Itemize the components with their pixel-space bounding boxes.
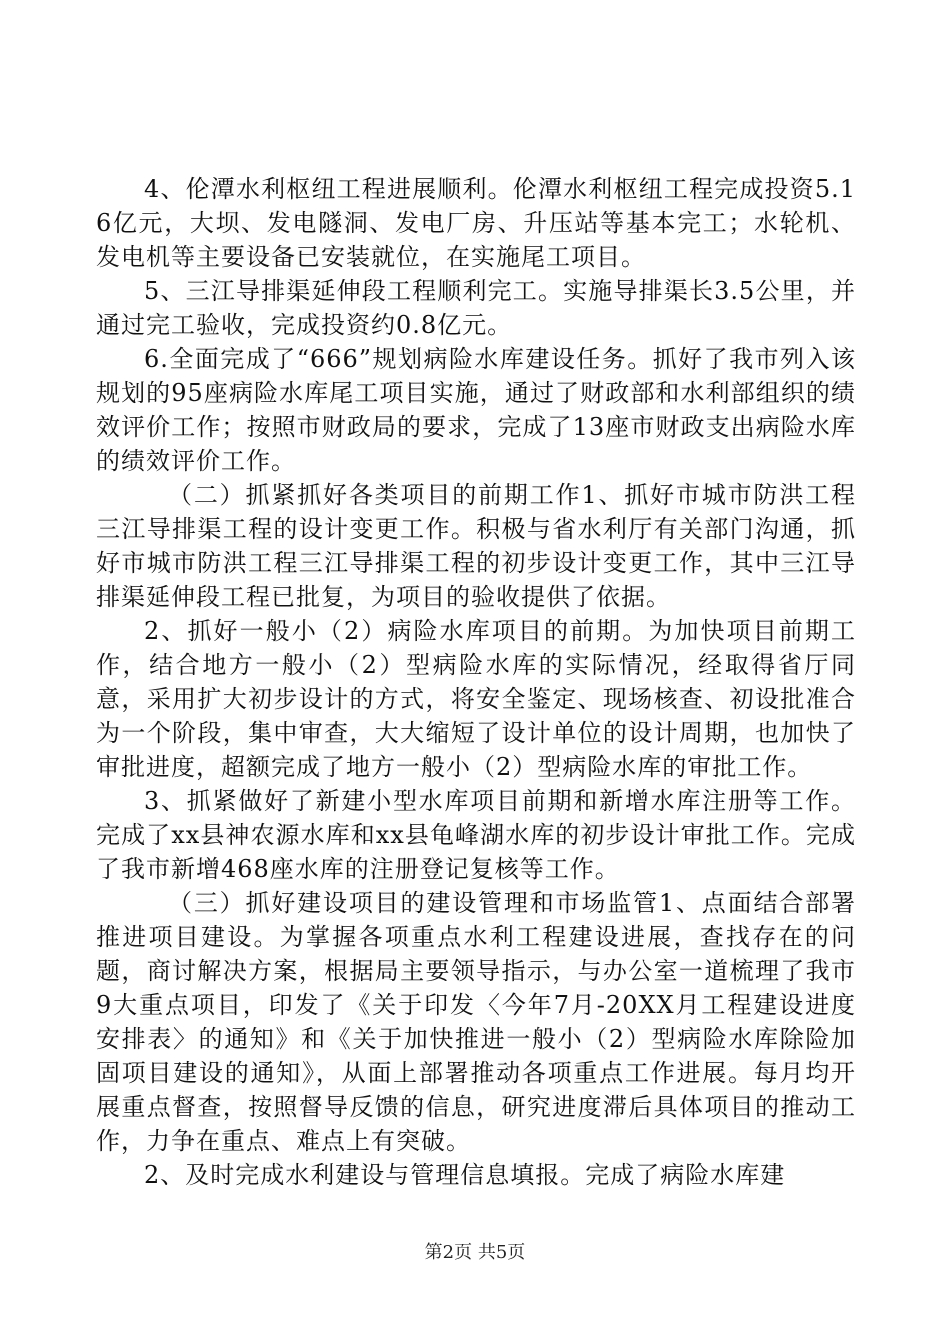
paragraph-small-reservoir-preliminary: 2、抓好一般小（2）病险水库项目的前期。为加快项目前期工作，结合地方一般小（2）型病险水库的实际情况，经取得省厅同意，采用扩大初步设计的方式，将安全鉴定、现场核查、初设批准合为一个阶段，集中审查，大大缩短了设计单位的设计周期，也加快了审批进度，超额完成了地方一般小（2）型病险水库的审批工作。 xyxy=(96,617,856,781)
paragraph-lun-tan-project: 4、伦潭水利枢纽工程进展顺利。伦潭水利枢纽工程完成投资5.16亿元，大坝、发电隧洞、发电厂房、升压站等基本完工；水轮机、发电机等主要设备已安装就位，在实施尾工项目。 xyxy=(96,175,856,271)
paragraph-new-reservoir-registration: 3、抓紧做好了新建小型水库项目前期和新增水库注册等工作。完成了xx县神农源水库和xx县龟峰湖水库的初步设计审批工作。完成了我市新增468座水库的注册登记复核等工作。 xyxy=(96,787,856,883)
document-body xyxy=(96,172,856,1192)
paragraph-section-two-preliminary-work: （二）抓紧抓好各类项目的前期工作1、抓好市城市防洪工程三江导排渠工程的设计变更工作。积极与省水利厅有关部门沟通，抓好市城市防洪工程三江导排渠工程的初步设计变更工作，其中三江导排渠延伸段工程已批复，为项目的验收提供了依据。 xyxy=(96,481,856,611)
paragraph-666-plan: 6.全面完成了“666”规划病险水库建设任务。抓好了我市列入该规划的95座病险水库尾工项目实施，通过了财政部和水利部组织的绩效评价工作；按照市财政局的要求，完成了13座市财政支出病险水库的绩效评价工作。 xyxy=(96,345,856,475)
paragraph-san-jiang-extension: 5、三江导排渠延伸段工程顺利完工。实施导排渠长3.5公里，并通过完工验收，完成投资约0.8亿元。 xyxy=(96,277,856,339)
paragraph-information-reporting: 2、及时完成水利建设与管理信息填报。完成了病险水库建 xyxy=(144,1161,786,1189)
paragraph-section-three-construction-management: （三）抓好建设项目的建设管理和市场监管1、点面结合部署推进项目建设。为掌握各项重点水利工程建设进展，查找存在的问题，商讨解决方案，根据局主要领导指示，与办公室一道梳理了我市9大重点项目，印发了《关于印发〈今年7月-20XX月工程建设进度安排表〉的通知》和《关于加快推进一般小（2）型病险水库除险加固项目建设的通知》，从面上部署推动各项重点工作进展。每月均开展重点督查，按照督导反馈的信息，研究进度滞后具体项目的推动工作，力争在重点、难点上有突破。 xyxy=(96,889,856,1155)
page-number-footer: 第2页 共5页 xyxy=(424,1242,526,1263)
